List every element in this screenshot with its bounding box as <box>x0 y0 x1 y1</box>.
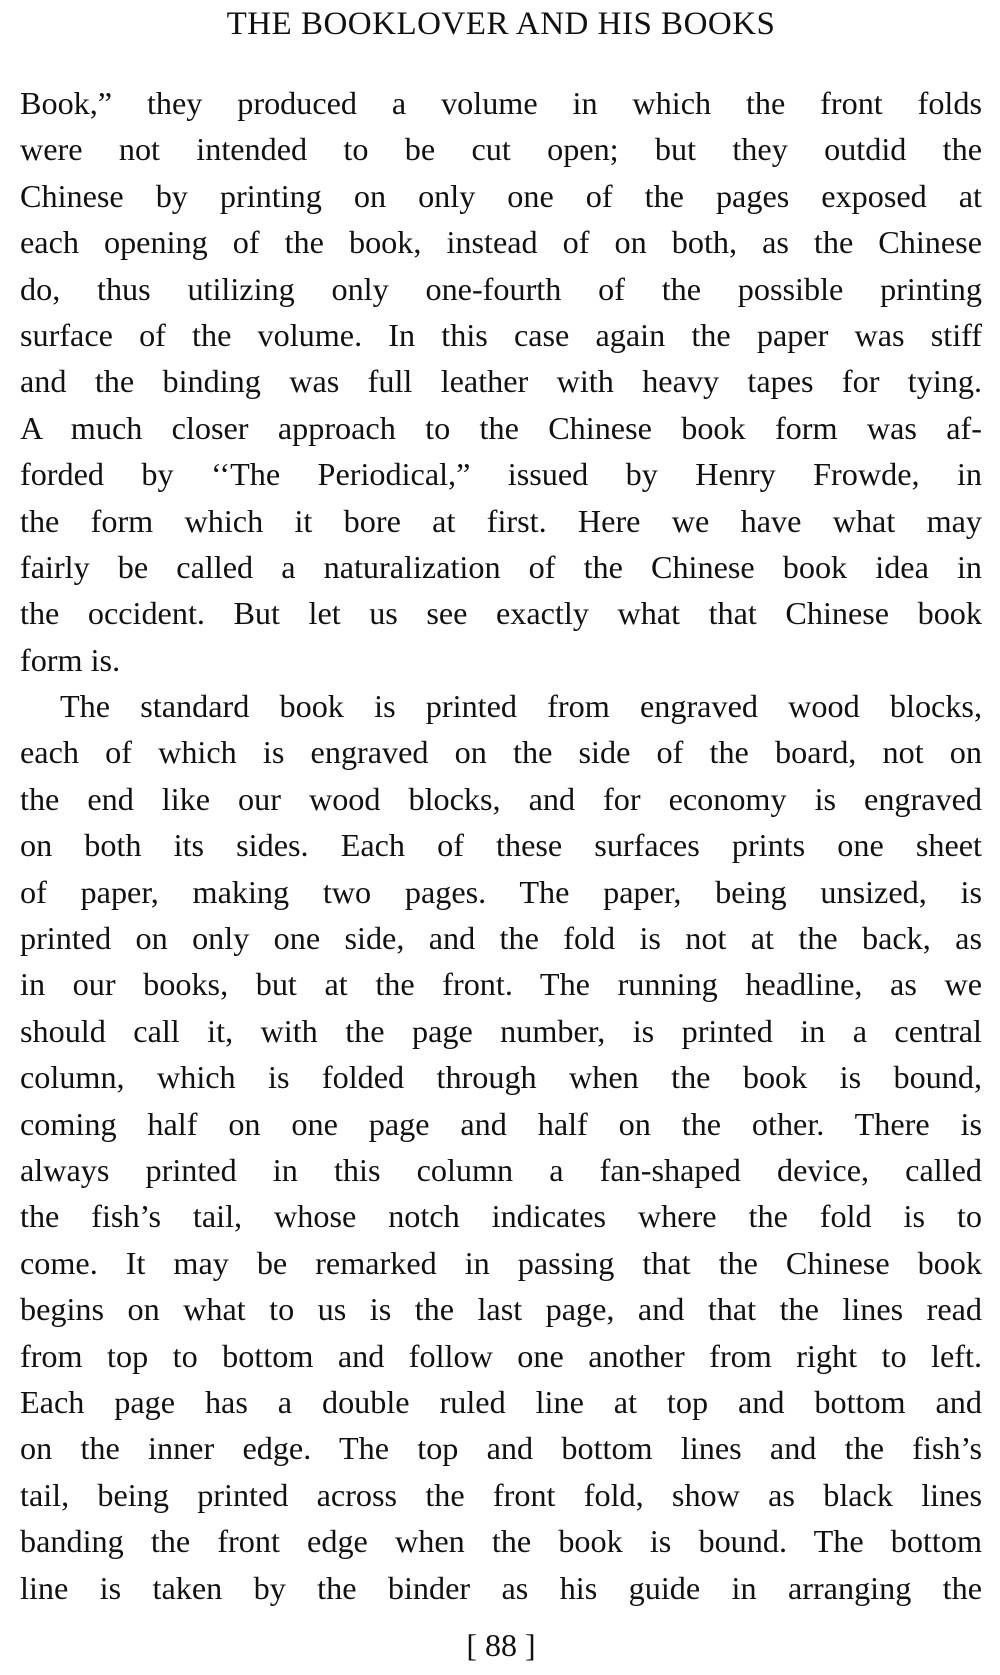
text-line: were not intended to be cut open; but they outdid the <box>20 131 982 168</box>
text-line: from top to bottom and follow one another from right to left. <box>20 1337 982 1374</box>
paragraph-2 <box>20 683 982 1611</box>
text-line: banding the front edge when the book is bound. The bottom <box>20 1523 982 1560</box>
text-line: A much closer approach to the Chinese book form was af- <box>20 409 982 446</box>
text-line: the occident. But let us see exactly what that Chinese book <box>20 595 982 632</box>
page-number: [ 88 ] <box>466 1627 536 1663</box>
text-line: each opening of the book, instead of on both, as the Chinese <box>20 224 982 261</box>
text-line: always printed in this column a fan-shaped device, called <box>20 1151 982 1188</box>
text-line: the fish’s tail, whose notch indicates where the fold is to <box>20 1198 982 1235</box>
text-line: Chinese by printing on only one of the pages exposed at <box>20 177 982 214</box>
body-text <box>20 80 982 1611</box>
text-line: the form which it bore at first. Here we have what may <box>20 502 982 539</box>
text-line: form is. <box>20 641 121 678</box>
text-line: do, thus utilizing only one-fourth of the possible printing <box>20 270 982 307</box>
book-page <box>20 0 982 1675</box>
text-line: column, which is folded through when the book is bound, <box>20 1059 982 1096</box>
text-line: The standard book is printed from engraved wood blocks, <box>60 688 982 725</box>
text-line: and the binding was full leather with heavy tapes for tying. <box>20 363 982 400</box>
text-line: begins on what to us is the last page, and that the lines read <box>20 1291 982 1328</box>
text-line: in our books, but at the front. The running headline, as we <box>20 966 982 1003</box>
text-line: of paper, making two pages. The paper, being unsized, is <box>20 873 982 910</box>
text-line: printed on only one side, and the fold is not at the back, as <box>20 920 982 957</box>
text-line: on the inner edge. The top and bottom lines and the fish’s <box>20 1430 982 1467</box>
text-line: fairly be called a naturalization of the Chinese book idea in <box>20 548 982 585</box>
text-line: come. It may be remarked in passing that the Chinese book <box>20 1244 982 1281</box>
text-line: should call it, with the page number, is printed in a central <box>20 1012 982 1049</box>
text-line: on both its sides. Each of these surfaces prints one sheet <box>20 827 982 864</box>
text-line: line is taken by the binder as his guide in arranging the <box>20 1569 982 1606</box>
text-line: Book,” they produced a volume in which the front folds <box>20 85 982 121</box>
text-line: tail, being printed across the front fold, show as black lines <box>20 1476 982 1513</box>
text-line: each of which is engraved on the side of the board, not on <box>20 734 982 771</box>
text-line: the end like our wood blocks, and for economy is engraved <box>20 780 982 817</box>
running-head: THE BOOKLOVER AND HIS BOOKS <box>226 6 776 42</box>
text-line: surface of the volume. In this case again the paper was stiff <box>20 316 982 353</box>
text-line: coming half on one page and half on the other. There is <box>20 1105 982 1142</box>
paragraph-1 <box>20 80 982 683</box>
text-line: forded by ‘‘The Periodical,” issued by Henry Frowde, in <box>20 456 982 493</box>
text-line: Each page has a double ruled line at top and bottom and <box>20 1383 982 1420</box>
